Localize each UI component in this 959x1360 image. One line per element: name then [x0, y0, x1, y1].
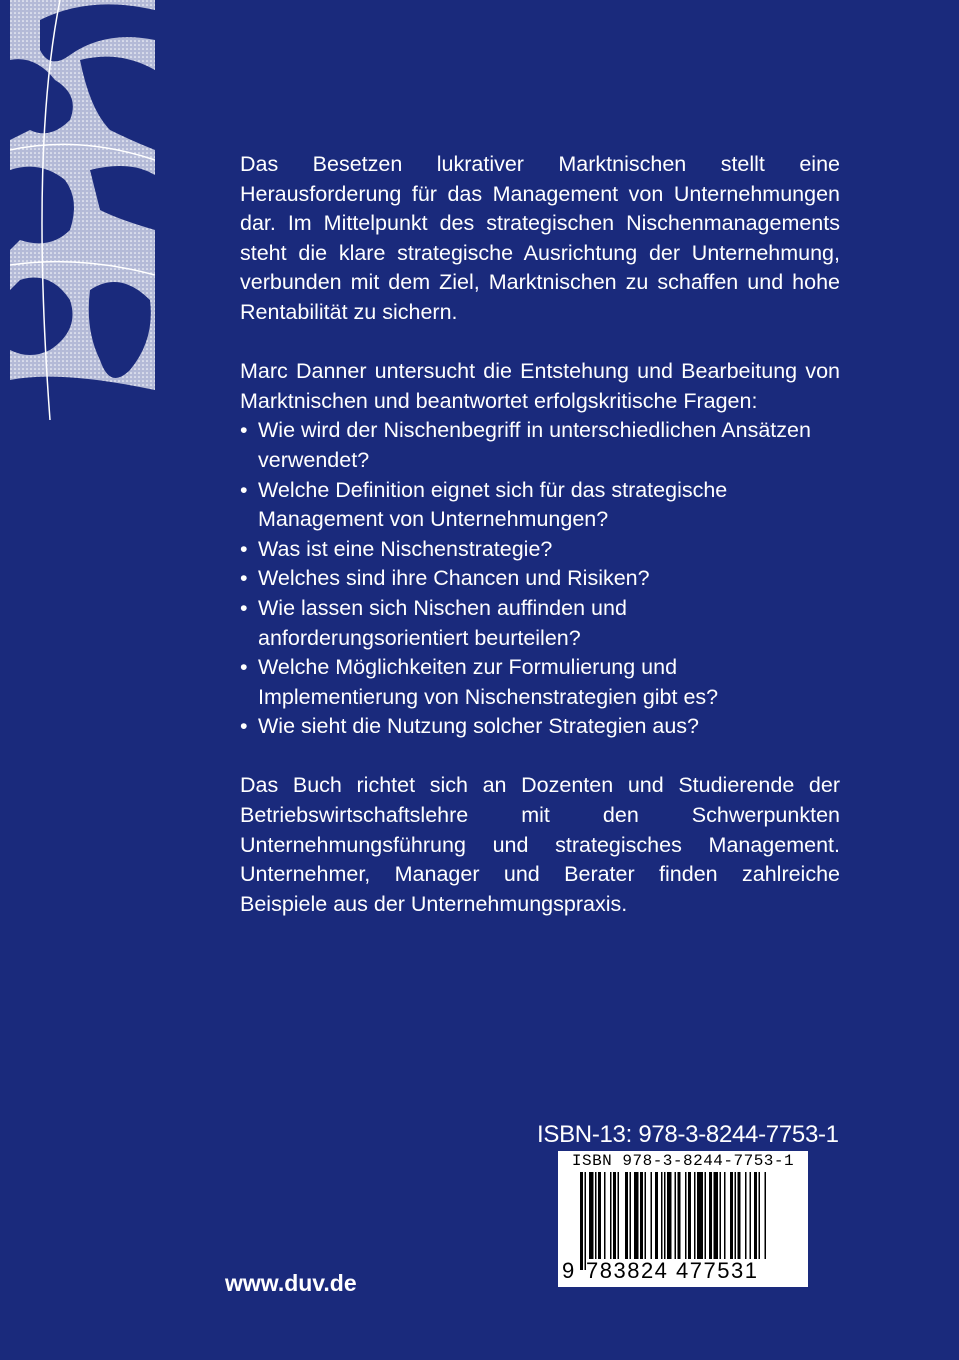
barcode-isbn-text: ISBN 978-3-8244-7753-1 [571, 1152, 795, 1170]
barcode-bar [720, 1172, 722, 1270]
barcode-bar [595, 1172, 597, 1270]
barcode-bar [688, 1172, 691, 1270]
barcode-bar [613, 1172, 616, 1270]
question-item: • Was ist eine Nischenstrategie? [240, 535, 840, 565]
barcode-bar [738, 1172, 741, 1270]
question-item: • Welche Möglichkeiten zur Formulierung und Implementierung von Nischenstrategien gibt es? [240, 653, 840, 712]
globe-svg [10, 0, 155, 420]
question-item: • Welches sind ihre Chancen und Risiken? [240, 564, 840, 594]
barcode-bar [694, 1172, 696, 1270]
question-item: • Wie wird der Nischenbegriff in unterschiedlichen Ansätzen verwendet? [240, 416, 840, 475]
barcode-bar [618, 1172, 620, 1270]
isbn-label: ISBN-13: 978-3-8244-7753-1 [537, 1121, 839, 1148]
barcode-bar [678, 1172, 681, 1270]
barcode-bar [714, 1172, 719, 1270]
barcode-bar [645, 1172, 647, 1270]
back-cover-blurb [240, 150, 840, 919]
barcode-bar [675, 1172, 677, 1270]
barcode-bar [651, 1172, 653, 1270]
barcode-bar [634, 1172, 639, 1270]
barcode-bar [630, 1172, 632, 1270]
barcode-bar [705, 1172, 707, 1270]
barcode-bar [580, 1172, 583, 1270]
barcode-bar [655, 1172, 658, 1270]
question-item: • Wie sieht die Nutzung solcher Strategien aus? [240, 712, 840, 742]
barcode-bar [735, 1172, 737, 1270]
barcode-bars [580, 1172, 790, 1270]
barcode-bar [640, 1172, 643, 1270]
barcode-bar [724, 1172, 726, 1270]
barcode-bar [697, 1172, 703, 1270]
globe-illustration-icon [10, 0, 155, 420]
barcode-bar [610, 1172, 612, 1270]
barcode-bar [598, 1172, 601, 1270]
barcode-icon [558, 1151, 808, 1287]
barcode-bar [759, 1172, 761, 1270]
barcode-bar [664, 1172, 666, 1270]
barcode-bar [750, 1172, 752, 1270]
barcode-bar [765, 1172, 767, 1270]
barcode-bar [745, 1172, 747, 1270]
barcode-bar [685, 1172, 687, 1270]
author-paragraph: Marc Danner untersucht die Entstehung und Bearbeitung von Marktnischen und beantwortet erfolgskritische Fragen: [240, 359, 840, 413]
barcode-bar [625, 1172, 628, 1270]
question-item: • Welche Definition eignet sich für das strategische Management von Unternehmungen? [240, 476, 840, 535]
barcode-bar [604, 1172, 606, 1270]
question-list [240, 416, 840, 742]
barcode-digits: 783824 477531 [586, 1259, 800, 1283]
barcode-bar [667, 1172, 672, 1270]
audience-paragraph: Das Buch richtet sich an Dozenten und Studierende der Betriebswirtschaftslehre mit den Schwerpunkten Unternehmungsführung und strategisches Management. Unternehmer, Manager und Berater finden zahlreiche Beispiele aus der Unternehmungspraxis. [240, 773, 840, 916]
question-item: • Wie lassen sich Nischen auffinden und anforderungsorientiert beurteilen? [240, 594, 840, 653]
publisher-website: www.duv.de [225, 1270, 357, 1296]
intro-paragraph: Das Besetzen lukrativer Marktnischen stellt eine Herausforderung für das Management von Unternehmungen dar. Im Mittelpunkt des strategischen Nischenmanagements steht die klare strategische Ausrichtung der Unternehmung, verbunden mit dem Ziel, Marktnischen zu schaffen und hohe Rentabilität zu sichern. [240, 152, 840, 324]
barcode-bar [709, 1172, 712, 1270]
barcode-bar [589, 1172, 594, 1270]
barcode-bar [661, 1172, 663, 1270]
barcode-bar [730, 1172, 733, 1270]
barcode-bar [585, 1172, 587, 1270]
barcode-first-digit: 9 [562, 1258, 575, 1283]
barcode-bar [754, 1172, 757, 1270]
